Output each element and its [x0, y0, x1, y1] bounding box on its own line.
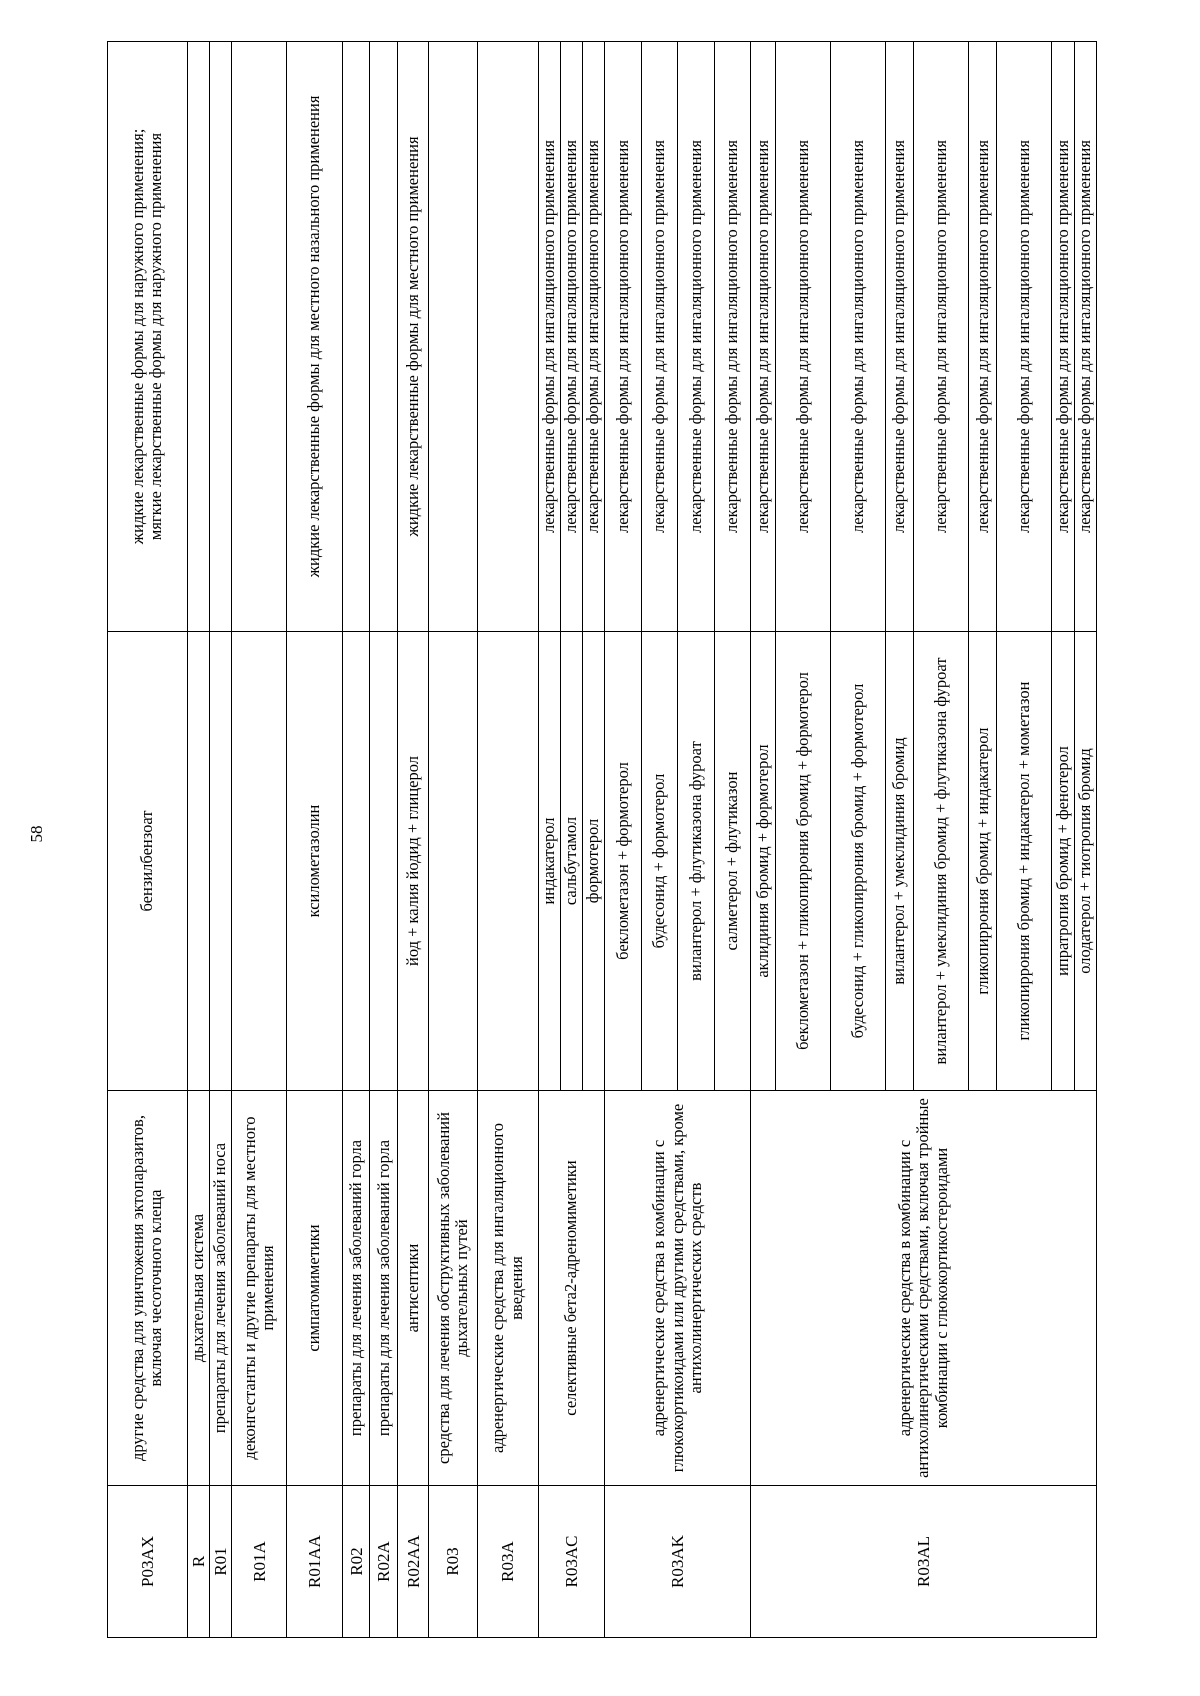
dosage-form-cell: лекарственные формы для ингаляционного применения: [997, 42, 1052, 632]
atc-code-cell: R02A: [370, 1486, 398, 1638]
dosage-form-cell: лекарственные формы для ингаляционного применения: [969, 42, 997, 632]
drug-cell: [342, 632, 370, 1091]
dosage-form-cell: лекарственные формы для ингаляционного применения: [1052, 42, 1074, 632]
group-cell: симпатомиметики: [287, 1091, 342, 1486]
table-row: [187, 42, 209, 1638]
drug-cell: будесонид + гликопиррония бромид + формотерол: [831, 632, 886, 1091]
dosage-form-cell: лекарственные формы для ингаляционного применения: [560, 42, 582, 632]
dosage-form-cell: жидкие лекарственные формы для местного назального применения: [287, 42, 342, 632]
table-row: [287, 42, 342, 1638]
atc-code-cell: R03AL: [751, 1486, 1097, 1638]
atc-code-cell: R03AK: [605, 1486, 751, 1638]
drug-cell: ксилометазолин: [287, 632, 342, 1091]
dosage-form-cell: лекарственные формы для ингаляционного применения: [751, 42, 775, 632]
drug-cell: [429, 632, 478, 1091]
atc-code-cell: P03AX: [108, 1486, 188, 1638]
atc-code-cell: R01AA: [287, 1486, 342, 1638]
atc-code-cell: R02AA: [398, 1486, 429, 1638]
atc-code-cell: R02: [342, 1486, 370, 1638]
rotated-table-wrapper: [107, 42, 1097, 1638]
drug-cell: формотерол: [583, 632, 605, 1091]
table-row: [370, 42, 398, 1638]
dosage-form-cell: лекарственные формы для ингаляционного применения: [831, 42, 886, 632]
drug-cell: будесонид + формотерол: [641, 632, 678, 1091]
dosage-form-line: мягкие лекарственные формы для наружного применения: [146, 132, 166, 541]
group-cell: адренергические средства в комбинации с антихолинергическими средствами, включая тройные комбинации с глюкокортикостероидами: [751, 1091, 1097, 1486]
drug-cell: [209, 632, 231, 1091]
dosage-form-cell: [232, 42, 287, 632]
dosage-form-line: жидкие лекарственные формы для наружного применения;: [127, 128, 147, 545]
dosage-form-cell: лекарственные формы для ингаляционного применения: [914, 42, 969, 632]
drug-cell: беклометазон + формотерол: [605, 632, 642, 1091]
atc-code-cell: R03AC: [538, 1486, 604, 1638]
drug-cell: беклометазон + гликопиррония бромид + формотерол: [775, 632, 830, 1091]
dosage-form-cell: [370, 42, 398, 632]
atc-code-cell: R03: [429, 1486, 478, 1638]
table-row: [209, 42, 231, 1638]
dosage-form-cell: лекарственные формы для ингаляционного применения: [641, 42, 678, 632]
dosage-form-cell: [429, 42, 478, 632]
drug-cell: сальбутамол: [560, 632, 582, 1091]
dosage-form-cell: [108, 42, 188, 632]
table-row: [605, 42, 642, 1638]
drug-cell: вилантерол + умеклидиния бромид: [886, 632, 914, 1091]
dosage-form-cell: лекарственные формы для ингаляционного применения: [605, 42, 642, 632]
drug-cell: вилантерол + умеклидиния бромид + флутиказона фуроат: [914, 632, 969, 1091]
atc-code-cell: R01: [209, 1486, 231, 1638]
group-cell: адренергические средства для ингаляционного введения: [477, 1091, 538, 1486]
table-row: [108, 42, 188, 1638]
dosage-form-cell: [209, 42, 231, 632]
dosage-form-cell: жидкие лекарственные формы для местного применения: [398, 42, 429, 632]
drug-cell: олодатерол + тиотропия бромид: [1074, 632, 1096, 1091]
group-cell: селективные бета2-адреномиметики: [538, 1091, 604, 1486]
group-cell: деконгестанты и другие препараты для местного применения: [232, 1091, 287, 1486]
drug-cell: [232, 632, 287, 1091]
drug-cell: вилантерол + флутиказона фуроат: [678, 632, 715, 1091]
dosage-form-cell: лекарственные формы для ингаляционного применения: [538, 42, 560, 632]
dosage-form-cell: лекарственные формы для ингаляционного применения: [678, 42, 715, 632]
drug-cell: бензилбензоат: [108, 632, 188, 1091]
drug-cell: гликопиррония бромид + индакатерол: [969, 632, 997, 1091]
group-cell: препараты для лечения заболеваний носа: [209, 1091, 231, 1486]
group-cell: дыхательная система: [187, 1091, 209, 1486]
drug-cell: аклидиния бромид + формотерол: [751, 632, 775, 1091]
dosage-form-cell: лекарственные формы для ингаляционного применения: [886, 42, 914, 632]
drug-cell: [370, 632, 398, 1091]
dosage-form-cell: [477, 42, 538, 632]
drug-cell: ипратропия бромид + фенотерол: [1052, 632, 1074, 1091]
group-cell: адренергические средства в комбинации с глюкокортикоидами или другими средствами, кроме антихолинергических средств: [605, 1091, 751, 1486]
dosage-form-cell: лекарственные формы для ингаляционного применения: [714, 42, 751, 632]
drug-cell: гликопиррония бромид + индакатерол + мометазон: [997, 632, 1052, 1091]
drug-table: [107, 41, 1097, 1638]
dosage-form-cell: лекарственные формы для ингаляционного применения: [583, 42, 605, 632]
drug-cell: йод + калия йодид + глицерол: [398, 632, 429, 1091]
table-row: [477, 42, 538, 1638]
table-row: [342, 42, 370, 1638]
drug-cell: салметерол + флутиказон: [714, 632, 751, 1091]
group-cell: препараты для лечения заболеваний горла: [342, 1091, 370, 1486]
group-cell: антисептики: [398, 1091, 429, 1486]
atc-code-cell: R03A: [477, 1486, 538, 1638]
drug-cell: [187, 632, 209, 1091]
table-row: [429, 42, 478, 1638]
drug-cell: [477, 632, 538, 1091]
atc-code-cell: R01A: [232, 1486, 287, 1638]
table-row: [751, 42, 775, 1638]
atc-code-cell: R: [187, 1486, 209, 1638]
group-cell: средства для лечения обструктивных заболеваний дыхательных путей: [429, 1091, 478, 1486]
group-cell: другие средства для уничтожения эктопаразитов, включая чесоточного клеща: [108, 1091, 188, 1486]
drug-cell: индакатерол: [538, 632, 560, 1091]
dosage-form-cell: лекарственные формы для ингаляционного применения: [775, 42, 830, 632]
page-number: 58: [27, 825, 46, 843]
dosage-form-cell: [187, 42, 209, 632]
dosage-form-cell: [342, 42, 370, 632]
table-row: [538, 42, 560, 1638]
table-row: [232, 42, 287, 1638]
dosage-form-cell: лекарственные формы для ингаляционного применения: [1074, 42, 1096, 632]
group-cell: препараты для лечения заболеваний горла: [370, 1091, 398, 1486]
table-row: [398, 42, 429, 1638]
